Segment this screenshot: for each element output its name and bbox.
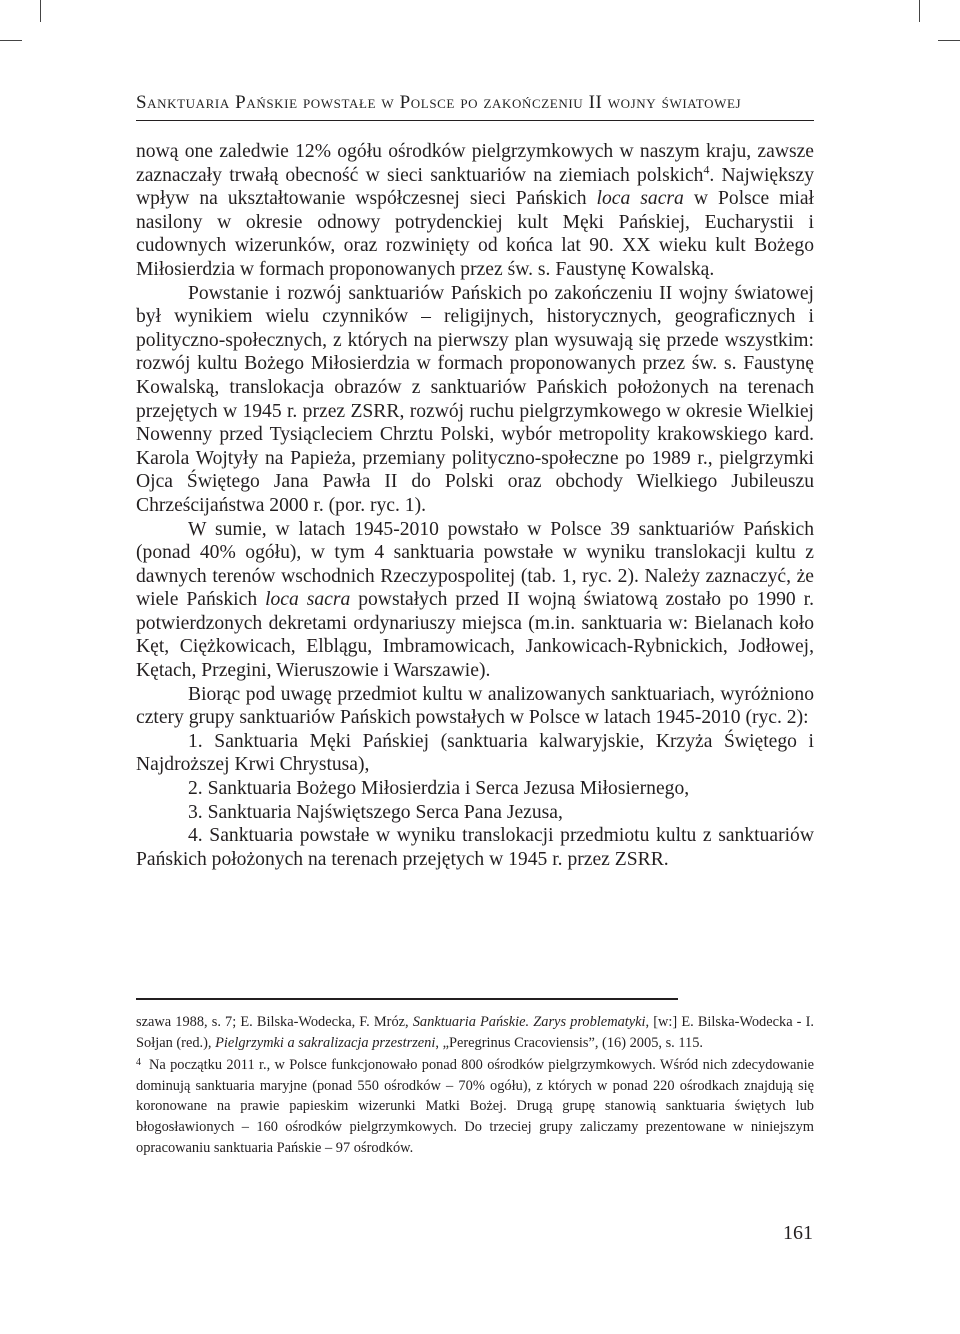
paragraph-3 [136,518,814,683]
list-item-1: 1. Sanktuaria Męki Pańskiej (sanktuaria kalwaryjskie, Krzyża Świętego i Najdroższej Krwi Chrystusa), [136,730,814,776]
running-head: Sanktuaria Pańskie powstałe w Polsce po zakończeniu II wojny światowej [136,92,742,113]
italic-term: loca sacra [596,188,684,210]
paragraph-1-text-b: . Największy wpływ na ukształtowanie współczesnej sieci Pańskich [136,164,815,210]
paragraph-2: Powstanie i rozwój sanktuariów Pańskich po zakończeniu II wojny światowej był wynikiem wielu czynników – religijnych, historycznych, geograficznych i polityczno-społecznych, z których na pierwszy plan wysuwają się przede wszystkim: rozwój kultu Bożego Miłosierdzia w formach proponowanych przez św. s. Faustynę Kowalską, translokacja obrazów z sanktuariów Pańskich położonych na terenach przejętych w 1945 r. przez ZSRR, rozwój ruchu pielgrzymkowego w okresie Wielkiej Nowenny przed Tysiącleciem Chrztu Polski, wybór metropolity krakowskiego kard. Karola Wojtyły na Papieża, przemiany polityczno-społeczne po 1989 r., pielgrzymki Ojca Świętego Jana Pawła II do Polski oraz obchody Wielkiego Jubileuszu Chrześcijaństwa 2000 r. (por. ryc. 1). [136,282,814,516]
list-item-3: 3. Sanktuaria Najświętszego Serca Pana Jezusa, [188,801,563,823]
paragraph-4: Biorąc pod uwagę przedmiot kultu w analizowanych sanktuariach, wyróżniono cztery grupy sanktuariów Pańskich powstałych w Polsce w latach 1945-2010 (ryc. 2): [136,683,814,729]
footnote-cont-text-a: szawa 1988, s. 7; E. Bilska-Wodecka, F. Mróz, [136,1014,413,1030]
paragraph-3-text-b: powstałych przed II wojną światową zostało po 1990 r. potwierdzonych dekretami ordynariuszy miejsca (m.in. sanktuaria w: Bielanach koło Kęt, Ciężkowicach, Elblągu, Imbramowicach, Jankowicach-Rybnickich, Jodłowej, Kętach, Przegini, Wieruszowie i Warszawie). [136,589,814,682]
footnote-4-mark: 4 [136,1057,141,1069]
crop-mark-top-left [0,40,22,41]
paragraph-3-text-a: W sumie, w latach 1945-2010 powstało w Polsce 39 sanktuariów Pańskich (ponad 40% ogółu), w tym 4 sanktuaria powstałe w wyniku translokacji kultu z dawnych terenów wschodnich Rzeczypospolitej (tab. 1, ryc. 2). Należy zaznaczyć, że wiele Pańskich [136,518,814,611]
crop-mark-top-left-vertical [40,0,41,22]
footnotes [136,1012,814,1158]
paragraph-1-text-a: nową one zaledwie 12% ogółu ośrodków pielgrzymkowych w naszym kraju, zawsze zaznaczały trwałą obecność w sieci sanktuariów na ziemiach polskich [136,141,814,186]
crop-mark-top-right [938,40,960,41]
footnote-rule [136,998,678,1000]
paragraph-1-text-c: w Polsce miał nasilony w okresie odnowy potrydenckiej kult Męki Pańskiej, Eucharystii i cudownych wizerunków, oraz rozwinięty od końca lat 90. XX wieku kult Bożego Miłosierdzia w formach proponowanych przez św. s. Faustynę Kowalską. [136,188,815,280]
footnote-4 [136,1053,814,1158]
main-text [136,140,814,871]
italic-term: loca sacra [265,589,351,611]
footnote-cont-text-c: , „Peregrinus Cracoviensis”, (16) 2005, s. 115. [435,1034,704,1051]
list-item-4: 4. Sanktuaria powstałe w wyniku translokacji przedmiotu kultu z sanktuariów Pańskich położonych na terenach przejętych w 1945 r. przez ZSRR. [136,825,814,870]
footnote-cont-text-b: , [w:] E. Bilska-Wodecka - I. Sołjan (red.), [136,1014,814,1051]
footnote-continuation [136,1012,814,1053]
crop-mark-top-right-vertical [919,0,920,22]
footnote-reference: 4 [703,163,710,177]
page-number: 161 [783,1222,813,1244]
paragraph-1 [136,140,814,282]
header-rule [136,120,814,121]
footnote-italic-title-2: Pielgrzymki a sakralizacja przestrzeni [215,1034,436,1051]
footnote-italic-title-1: Sanktuaria Pańskie. Zarys problematyki [412,1014,646,1030]
footnote-4-text: Na początku 2011 r., w Polsce funkcjonowało ponad 800 ośrodków pielgrzymkowych. Wśród nich zdecydowanie dominują sanktuaria maryjne (ponad 550 ośrodków – 70% ogółu), z których w ponad 220 ośrodkach znajdują się koronowane na prawie papieskim wizerunki Matki Bożej. Drugą grupę stanowią sanktuaria świętych lub błogosławionych – 160 ośrodków pielgrzymkowych. Do trzeciej grupy zaliczamy prezentowane w niniejszym opracowaniu sanktuaria Pańskie – 97 ośrodków. [136,1057,814,1156]
list-item-2: 2. Sanktuaria Bożego Miłosierdzia i Serca Jezusa Miłosiernego, [188,778,690,800]
